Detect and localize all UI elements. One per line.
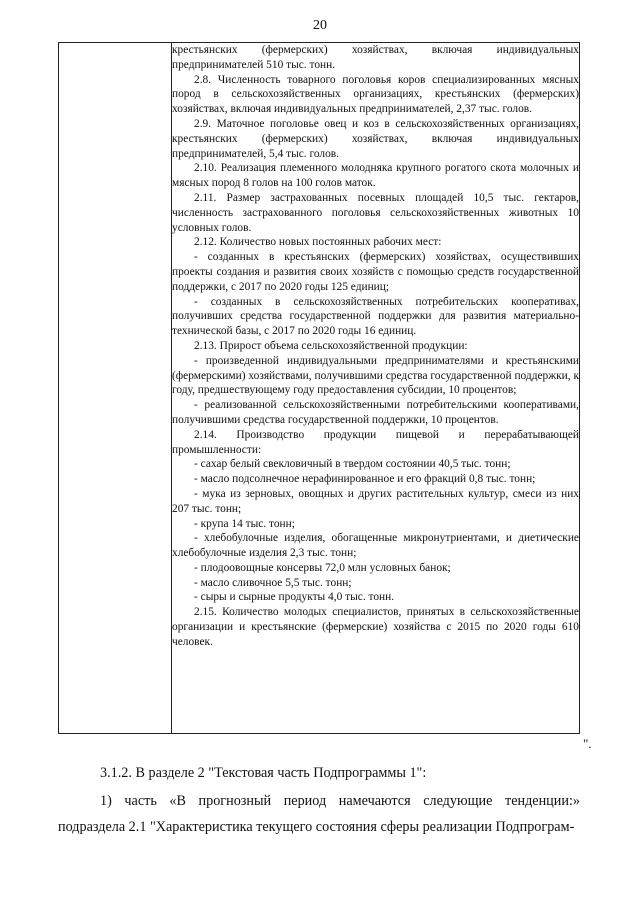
table-paragraph: - масло сливочное 5,5 тыс. тонн; — [194, 576, 352, 589]
table-paragraph: - масло подсолнечное нерафинированное и его фракций 0,8 тыс. тонн; — [194, 473, 536, 486]
table-paragraph: 2.15. Количество молодых специалистов, принятых в сельскохозяйственные организации и крестьянские (фермерские) хозяйства с 2015 по 2020 годы 610 человек. — [172, 606, 579, 648]
page-number: 20 — [313, 18, 327, 33]
table-paragraph: 2.12. Количество новых постоянных рабочих мест: — [194, 236, 442, 249]
table-paragraph: - созданных в сельскохозяйственных потребительских кооперативах, получивших средства государственной поддержки для развития материально-технической базы, с 2017 по 2020 годы 16 единиц. — [172, 295, 579, 338]
table-paragraph: - хлебобулочные изделия, обогащенные микронутриентами, и диетические хлебобулочные изделия 2,3 тыс. тонн; — [172, 532, 579, 560]
table-paragraph: - произведенной индивидуальными предпринимателями и крестьянскими (фермерскими) хозяйствами, получившими средства государственной поддержки, к году, предшествующему году предоставления субсидии, 10 процентов; — [172, 354, 579, 397]
table-paragraph: - крупа 14 тыс. тонн; — [194, 517, 295, 530]
table-paragraph: - сыры и сырные продукты 4,0 тыс. тонн. — [194, 591, 395, 604]
table-paragraph: 2.8. Численность товарного поголовья коров специализированных мясных пород в сельскохозяйственных организациях, крестьянских (фермерских) хозяйствах, включая индивидуальных предпринимателей, 2,37 тыс. голов. — [172, 73, 579, 116]
table-paragraph: - сахар белый свекловичный в твердом состоянии 40,5 тыс. тонн; — [194, 458, 511, 471]
section-heading: 3.1.2. В разделе 2 "Текстовая часть Подпрограммы 1": — [100, 765, 427, 781]
table-paragraph: - мука из зерновых, овощных и других растительных культур, смеси из них 207 тыс. тонн; — [172, 487, 579, 515]
table-paragraph: - созданных в крестьянских (фермерских) хозяйствах, осуществивших проекты создания и развития своих хозяйств с помощью средств государственной поддержки, с 2017 по 2020 годы 125 единиц; — [172, 251, 579, 293]
table-right-cell — [172, 43, 580, 734]
table-paragraph: 2.9. Маточное поголовье овец и коз в сельскохозяйственных организациях, крестьянских (фермерских) хозяйствах, включая индивидуальных предпринимателей, 5,4 тыс. голов. — [172, 117, 579, 160]
table-paragraph: 2.10. Реализация племенного молодняка крупного рогатого скота молочных и мясных пород 8 голов на 100 голов маток. — [172, 162, 579, 190]
table-paragraph: - плодоовощные консервы 72,0 млн условных банок; — [194, 561, 451, 574]
table-row — [59, 43, 580, 734]
part-paragraph: 1) часть «В прогнозный период намечаются следующие тенденции:» подраздела 2.1 "Характеристика текущего состояния сферы реализации Подпрограм- — [58, 793, 580, 835]
table-paragraph: - реализованной сельскохозяйственными потребительскими кооперативами, получившими средства государственной поддержки, 10 процентов. — [172, 399, 579, 426]
table-left-cell — [59, 43, 172, 734]
document-table — [58, 42, 580, 734]
table-paragraph: 2.14. Производство продукции пищевой и перерабатывающей промышленности: — [172, 428, 579, 456]
table-paragraph: 2.13. Прирост объема сельскохозяйственной продукции: — [194, 339, 468, 352]
table-paragraph: 2.11. Размер застрахованных посевных площадей 10,5 тыс. гектаров, численность застрахованного поголовья сельскохозяйственных животных 10 условных голов. — [172, 191, 579, 234]
table-paragraph: крестьянских (фермерских) хозяйствах, включая индивидуальных предпринимателей 510 тыс. тонн. — [172, 44, 579, 71]
closing-quote: ". — [583, 736, 592, 751]
